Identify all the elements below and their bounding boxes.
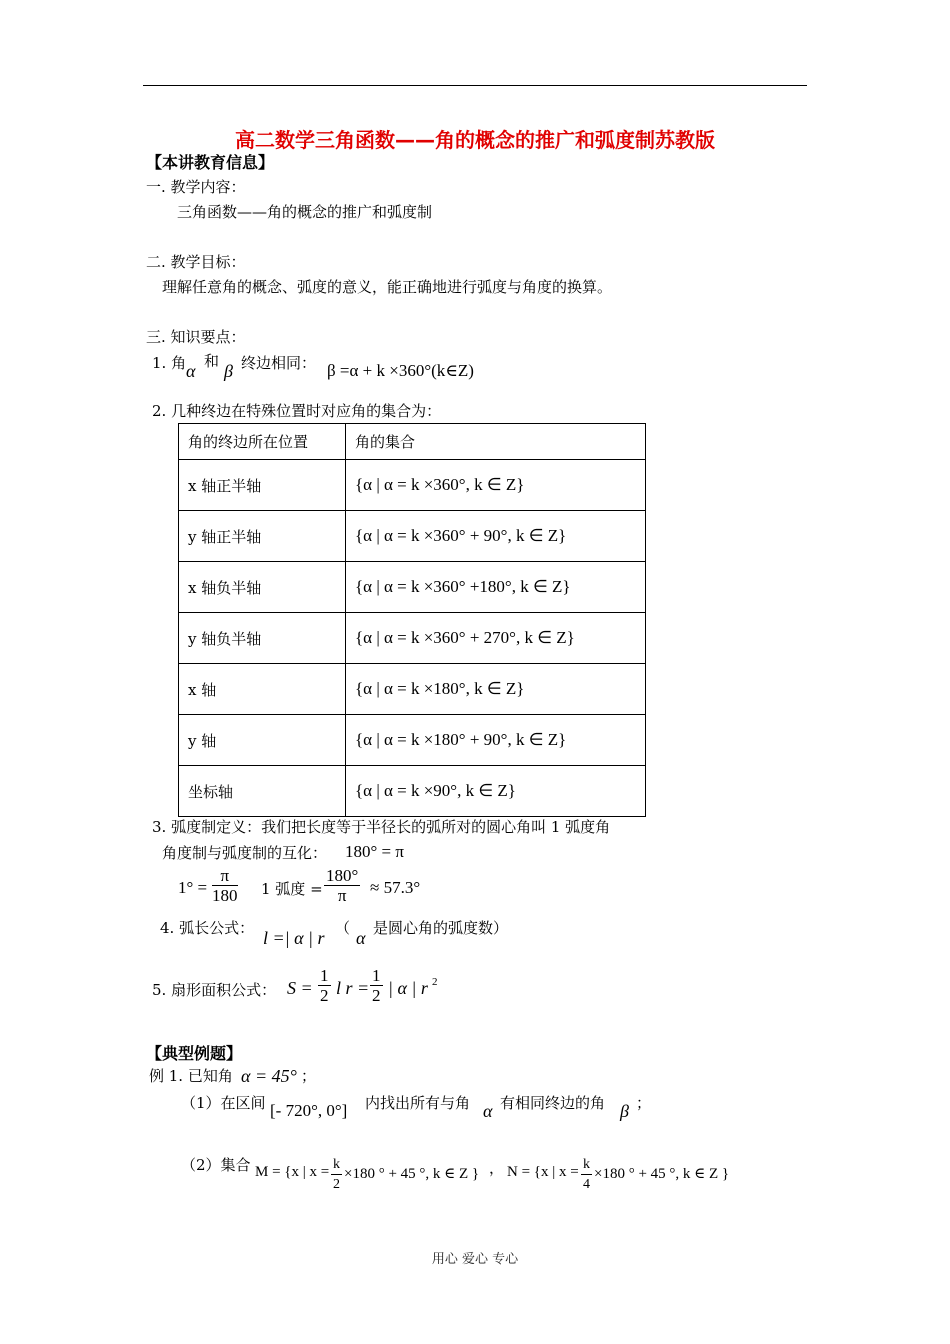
table-cell-set: {α | α = k ×90°, k ∈ Z} xyxy=(346,766,646,817)
beta-symbol: β xyxy=(620,1101,629,1121)
degree-to-radian-fraction xyxy=(212,866,238,905)
degree-to-radian-lhs: 1° = xyxy=(178,878,208,897)
table-cell-position: y 轴负半轴 xyxy=(179,613,346,664)
alpha-symbol: α xyxy=(356,928,366,948)
radian-label: 1 弧度 = xyxy=(261,880,323,898)
point2-label: 2. 几种终边在特殊位置时对应角的集合为： xyxy=(152,402,442,420)
fraction-numerator: π xyxy=(212,866,238,886)
beta-symbol: β xyxy=(224,361,233,381)
table-header-position: 角的终边所在位置 xyxy=(179,424,346,460)
table-row xyxy=(179,664,646,715)
point5-label: 5. 扇形面积公式： xyxy=(152,981,277,999)
set-m-tail: ×180 ° + 45 °, k ∈ Z } xyxy=(344,1166,480,1182)
point4-label: 4. 弧长公式： xyxy=(160,919,255,937)
example1-q1-text: 内找出所有与角 xyxy=(365,1094,471,1112)
point4-note: 是圆心角的弧度数） xyxy=(373,919,509,937)
radian-to-degree-fraction xyxy=(324,866,360,905)
set-m-fraction xyxy=(331,1155,342,1194)
heading-goals: 二. 教学目标： xyxy=(146,253,246,271)
half-fraction xyxy=(318,966,331,1005)
set-m-head: M = {x | x = xyxy=(255,1164,330,1180)
table-cell-set: {α | α = k ×360° + 90°, k ∈ Z} xyxy=(346,511,646,562)
example1-q2-separator: ， xyxy=(489,1159,505,1177)
page-title: 高二数学三角函数——角的概念的推广和弧度制苏教版 xyxy=(235,128,715,152)
example1-given: α = 45° xyxy=(241,1066,297,1086)
example1-intro-end: ； xyxy=(301,1067,317,1085)
set-n-head: N = {x | x = xyxy=(507,1164,579,1180)
fraction-numerator: k xyxy=(581,1155,592,1175)
table-cell-position: 坐标轴 xyxy=(179,766,346,817)
radian-approx: ≈ 57.3° xyxy=(370,878,421,897)
table-cell-position: x 轴正半轴 xyxy=(179,460,346,511)
table-cell-set: {α | α = k ×360° + 270°, k ∈ Z} xyxy=(346,613,646,664)
heading-content: 一. 教学内容： xyxy=(146,178,246,196)
table-cell-position: y 轴 xyxy=(179,715,346,766)
example1-q1-interval: [- 720°, 0°] xyxy=(270,1101,348,1120)
fraction-numerator: k xyxy=(331,1155,342,1175)
sector-area-tail: | α | r xyxy=(388,978,428,998)
table-row xyxy=(179,766,646,817)
set-n-fraction xyxy=(581,1155,592,1194)
fraction-denominator: 2 xyxy=(372,986,381,1005)
content-text: 三角函数——角的概念的推广和弧度制 xyxy=(177,203,433,221)
table-cell-set: {α | α = k ×180° + 90°, k ∈ Z} xyxy=(346,715,646,766)
fraction-denominator: π xyxy=(337,886,347,905)
half-fraction xyxy=(370,966,383,1005)
point3-conversion-label: 角度制与弧度制的互化： xyxy=(162,844,328,862)
arc-length-formula: l =| α | r xyxy=(263,928,325,948)
table-header-set: 角的集合 xyxy=(346,424,646,460)
sector-area-lhs: S = xyxy=(287,978,313,998)
fraction-denominator: 180 xyxy=(212,886,238,905)
alpha-symbol: α xyxy=(483,1101,493,1121)
example1-q2-label: （2）集合 xyxy=(181,1156,251,1174)
section-heading-examples: 【典型例题】 xyxy=(146,1044,243,1063)
point1-and: 和 xyxy=(204,352,220,370)
table-row xyxy=(179,511,646,562)
fraction-numerator: 180° xyxy=(326,866,359,885)
example1-q1-text2: 有相同终边的角 xyxy=(500,1094,606,1112)
table-cell-position: x 轴负半轴 xyxy=(179,562,346,613)
example1-intro: 例 1. 已知角 xyxy=(149,1067,233,1085)
point4-note-open: （ xyxy=(335,919,351,937)
table-row xyxy=(179,715,646,766)
point1-formula: β =α + k ×360°(k∈Z) xyxy=(327,361,474,380)
table-header-row xyxy=(179,424,646,460)
section-heading-info: 【本讲教育信息】 xyxy=(146,153,275,172)
set-n-tail: ×180 ° + 45 °, k ∈ Z } xyxy=(594,1166,730,1182)
table-row xyxy=(179,460,646,511)
alpha-symbol: α xyxy=(186,361,196,381)
header-rule xyxy=(143,85,807,86)
square-exponent: 2 xyxy=(432,976,438,988)
table-cell-set: {α | α = k ×180°, k ∈ Z} xyxy=(346,664,646,715)
example1-q1-end: ； xyxy=(636,1094,652,1112)
goals-text: 理解任意角的概念、弧度的意义，能正确地进行弧度与角度的换算。 xyxy=(162,278,613,296)
table-cell-set: {α | α = k ×360°, k ∈ Z} xyxy=(346,460,646,511)
point1-label: 1. 角 xyxy=(152,354,187,372)
page-footer: 用心 爱心 专心 xyxy=(431,1252,519,1267)
fraction-denominator: 2 xyxy=(320,986,329,1005)
point3-conversion-formula: 180° = π xyxy=(345,842,404,861)
example1-q1-label: （1）在区间 xyxy=(181,1094,266,1112)
fraction-numerator: 1 xyxy=(372,966,381,985)
sector-area-mid: l r = xyxy=(336,978,370,998)
fraction-numerator: 1 xyxy=(320,966,329,985)
point1-tail: 终边相同： xyxy=(241,354,317,372)
fraction-denominator: 4 xyxy=(583,1177,590,1192)
table-cell-position: y 轴正半轴 xyxy=(179,511,346,562)
table-cell-set: {α | α = k ×360° +180°, k ∈ Z} xyxy=(346,562,646,613)
table-row xyxy=(179,613,646,664)
fraction-denominator: 2 xyxy=(333,1177,340,1192)
point3-definition: 3. 弧度制定义：我们把长度等于半径长的弧所对的圆心角叫 1 弧度角 xyxy=(152,818,611,836)
heading-key-points: 三. 知识要点： xyxy=(146,328,246,346)
table-cell-position: x 轴 xyxy=(179,664,346,715)
table-row xyxy=(179,562,646,613)
angle-sets-table xyxy=(178,423,646,817)
